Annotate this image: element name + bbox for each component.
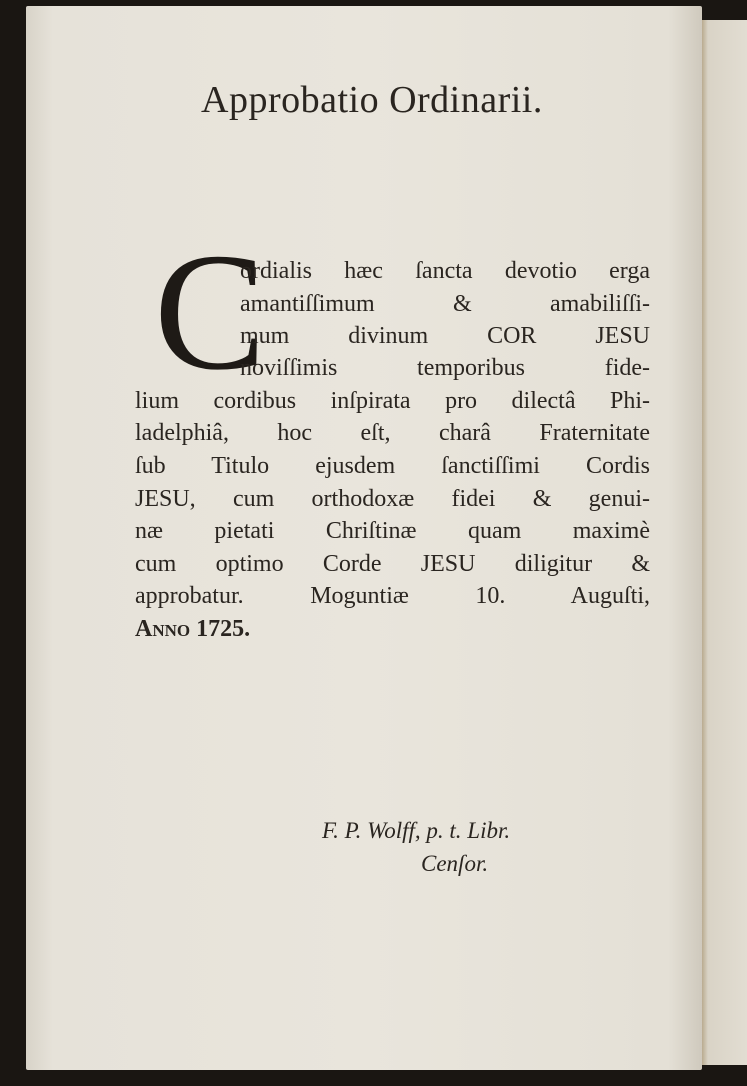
body-line: ladelphiâ, hoc eſt, charâ Fraternitate [135,420,650,446]
body-line: JESU, cum orthodoxæ fidei & genui- [135,486,650,512]
body-line: ſub Titulo ejusdem ſanctiſſimi Cordis [135,453,650,479]
body-line: lium cordibus inſpirata pro dilectâ Phi- [135,388,650,414]
body-line: mum divinum COR JESU [240,323,650,349]
page-title: Approbatio Ordinarii. [201,79,543,121]
next-page-edge [702,20,747,1065]
body-line: noviſſimis temporibus fide- [240,355,650,381]
body-line: ordialis hæc ſancta devotio erga [240,258,650,284]
drop-cap: C [154,219,267,405]
body-line-date: Anno 1725. [135,616,251,642]
body-line: næ pietati Chriſtinæ quam maximè [135,518,650,544]
signature-name: F. P. Wolff, p. t. Libr. [322,818,511,843]
body-line: approbatur. Moguntiæ 10. Auguſti, [135,583,650,609]
signature-title: Cenſor. [421,851,489,876]
body-line: cum optimo Corde JESU diligitur & [135,551,650,577]
book-page [26,6,702,1070]
body-line: amantiſſimum & amabiliſſi- [240,291,650,317]
